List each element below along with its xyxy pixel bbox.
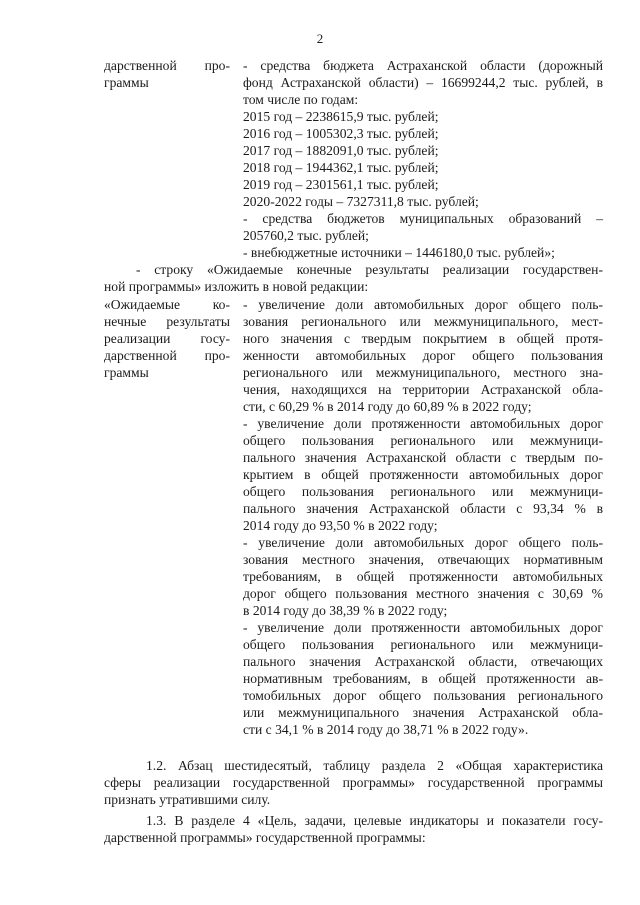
block2-left-line: нечные результаты	[104, 314, 230, 329]
block2-right-line: общего пользования регионального или межмуници-	[243, 484, 603, 499]
block1-right-line: 2019 год – 2301561,1 тыс. рублей;	[243, 177, 439, 192]
block2-left-line: граммы	[104, 365, 149, 380]
block1-right-line: том числе по годам:	[243, 92, 359, 107]
block2-right-line: женности автомобильных дорог общего пользования	[243, 348, 603, 363]
block2-right-line: томобильных дорог общего пользования регионального	[243, 688, 603, 703]
block1-right-line: 2020-2022 годы – 7327311,8 тыс. рублей;	[243, 194, 479, 209]
block2-right-line: регионального или межмуниципального, местного зна-	[243, 365, 603, 380]
block2-right-line: пального значения Астраханской области, отвечающих	[243, 654, 603, 669]
block2-right-line: дорог общего пользования местного значения с 30,69 %	[243, 586, 603, 601]
block2-right-line: общего пользования регионального или межмуници-	[243, 637, 603, 652]
para-1-2-line: сферы реализации государственной программы» государственной программы	[104, 775, 603, 790]
block2-right-line: пального значения Астраханской области с 93,34 % в	[243, 501, 603, 516]
block2-right-line: крытием в общей протяженности автомобильных дорог	[243, 467, 603, 482]
block1-left-line: дарственной про-	[104, 58, 230, 73]
para-1-3-line: 1.3. В разделе 4 «Цель, задачи, целевые индикаторы и показатели госу-	[146, 813, 603, 828]
block2-right-line: - увеличение доли автомобильных дорог общего поль-	[243, 535, 603, 550]
block1-right-line: - средства бюджета Астраханской области (дорожный	[243, 58, 603, 73]
block1-right-line: фонд Астраханской области) – 16699244,2 тыс. рублей, в	[243, 75, 603, 90]
block2-right-line: - увеличение доли протяженности автомобильных дорог	[243, 620, 603, 635]
block2-left-line: «Ожидаемые ко-	[104, 297, 230, 312]
block1-right-line: - внебюджетные источники – 1446180,0 тыс. рублей»;	[243, 245, 555, 260]
block2-right-line: требованиям, в общей протяженности автомобильных	[243, 569, 603, 584]
block2-right-line: или межмуниципального значения Астраханской обла-	[243, 705, 603, 720]
block2-right-line: в 2014 году до 38,39 % в 2022 году;	[243, 603, 448, 618]
para-1-2-line: 1.2. Абзац шестидесятый, таблицу раздела 2 «Общая характеристика	[146, 758, 603, 773]
page-number: 2	[316, 31, 324, 46]
block2-right-line: зования регионального или межмуниципального, мест-	[243, 314, 603, 329]
instruction-line: ной программы» изложить в новой редакции:	[104, 279, 369, 294]
block2-right-line: сти с 34,1 % в 2014 году до 38,71 % в 2022 году».	[243, 722, 529, 737]
block1-right-line: 2016 год – 1005302,3 тыс. рублей;	[243, 126, 439, 141]
block2-right-line: чения, находящихся на территории Астраханской обла-	[243, 382, 603, 397]
instruction-line: - строку «Ожидаемые конечные результаты реализации государствен-	[136, 262, 603, 277]
block2-left-line: реализации госу-	[104, 331, 230, 346]
block2-left-line: дарственной про-	[104, 348, 230, 363]
block1-right-line: 2018 год – 1944362,1 тыс. рублей;	[243, 160, 439, 175]
block2-right-line: пального значения Астраханской области с твердым по-	[243, 450, 603, 465]
block2-right-line: ного значения с твердым покрытием в общей протя-	[243, 331, 603, 346]
block1-right-line: - средства бюджетов муниципальных образований –	[243, 211, 603, 226]
block2-right-line: - увеличение доли протяженности автомобильных дорог	[243, 416, 603, 431]
para-1-3-line: дарственной программы» государственной программы:	[104, 830, 426, 845]
block1-right-line: 2015 год – 2238615,9 тыс. рублей;	[243, 109, 439, 124]
block2-right-line: нормативным требованиям, в общей протяженности ав-	[243, 671, 603, 686]
block1-right-line: 2017 год – 1882091,0 тыс. рублей;	[243, 143, 439, 158]
block2-right-line: сти, с 60,29 % в 2014 году до 60,89 % в 2022 году;	[243, 399, 532, 414]
block1-right-line: 205760,2 тыс. рублей;	[243, 228, 369, 243]
para-1-2-line: признать утратившими силу.	[104, 792, 271, 807]
block2-right-line: - увеличение доли автомобильных дорог общего поль-	[243, 297, 603, 312]
block2-right-line: общего пользования регионального или межмуници-	[243, 433, 603, 448]
block1-left-line: граммы	[104, 75, 149, 90]
block2-right-line: зования местного значения, отвечающих нормативным	[243, 552, 603, 567]
block2-right-line: 2014 году до 93,50 % в 2022 году;	[243, 518, 438, 533]
